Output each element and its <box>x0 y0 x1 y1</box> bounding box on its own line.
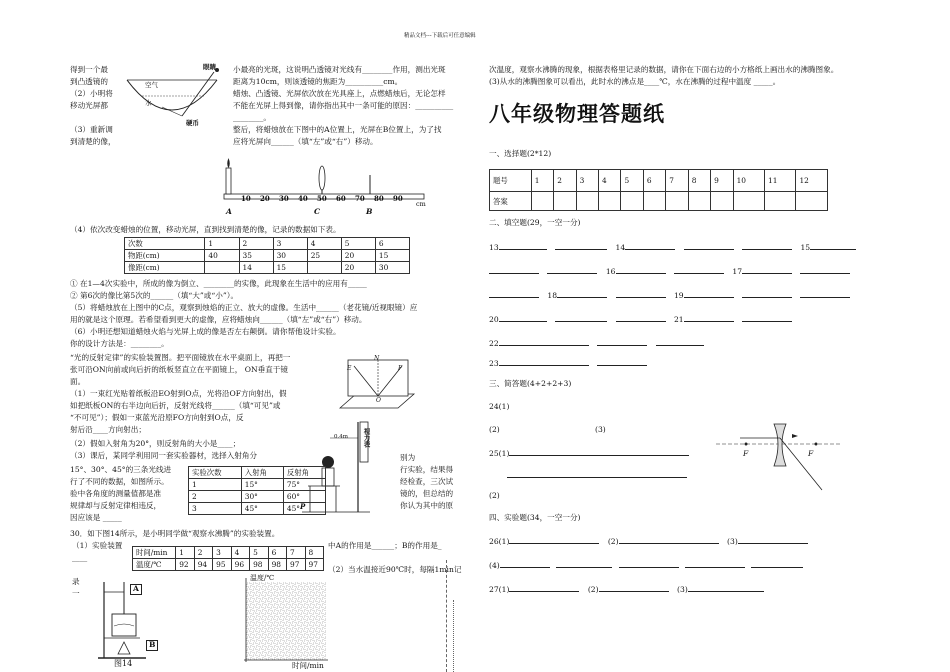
cell: 物距(cm) <box>125 250 205 262</box>
section-choice: 一、选择题(2*12) <box>489 149 552 158</box>
refl-label-F: F <box>398 365 403 372</box>
left-text-line: （3）重新调 <box>70 125 113 134</box>
q-number: 19 <box>673 291 684 300</box>
distance-label: 0.4m <box>334 434 348 440</box>
q-number: 21 <box>673 315 684 324</box>
cell: 15 <box>375 250 409 262</box>
cell <box>205 262 239 274</box>
blank[interactable] <box>555 314 607 322</box>
blank[interactable] <box>507 470 687 478</box>
right-top-line: 次温度，观察水沸腾的现象，根据表格里记录的数据，请你在下面右边的小方格纸上画出水的沸腾图象。 <box>489 65 839 74</box>
blank[interactable] <box>509 536 599 544</box>
blank[interactable] <box>800 290 850 298</box>
cell: 2 <box>554 170 576 192</box>
q24-3: (3) <box>595 425 606 434</box>
air-label: 空气 <box>145 81 158 89</box>
q27-row <box>489 584 764 595</box>
answer-cell[interactable] <box>554 192 576 211</box>
cell: 75° <box>283 479 325 491</box>
q4-intro: （4）依次改变蜡烛的位置，移动光屏，直到找到清楚的像，记录的数据如下表。 <box>70 225 341 234</box>
bench-tick: 20 <box>260 194 270 203</box>
bench-label-C: C <box>314 207 321 216</box>
refl-left-line: 验中各角度的测量值都是准 <box>70 489 162 498</box>
answer-cell[interactable] <box>643 192 665 211</box>
answer-cell[interactable] <box>576 192 598 211</box>
cell: 实验次数 <box>189 467 242 479</box>
refl-line: “光的反射定律”的实验装置图。把平面镜放在水平桌面上，再把一 <box>70 353 291 362</box>
cell: 7 <box>666 170 688 192</box>
cell: 5 <box>341 238 375 250</box>
cell: 7 <box>287 547 305 559</box>
left-text-line: 得到一个最 <box>70 65 108 74</box>
blank[interactable] <box>742 314 792 322</box>
right-top-line: (3)从水的沸腾图象可以看出，此时水的沸点是____℃，水在沸腾的过程中温度 _____。 <box>489 77 781 86</box>
blank[interactable] <box>810 242 856 250</box>
blank[interactable] <box>684 242 734 250</box>
cell: 答案 <box>490 192 532 211</box>
cell: 1 <box>205 238 239 250</box>
left-text-line: 到凸透镜的 <box>70 77 108 86</box>
cell: 30° <box>241 491 283 503</box>
blank[interactable] <box>656 338 704 346</box>
left-text-line: 整后，将蜡烛放在下图中的A位置上，光屏在B位置上，为了找 <box>233 125 442 134</box>
coin-label: 硬币 <box>186 119 199 127</box>
focus-label-left: F <box>743 449 749 458</box>
q30-mid: （2）当水温接近90℃时，每隔1min记 <box>328 565 462 574</box>
answer-cell[interactable] <box>666 192 688 211</box>
bench-label-B: B <box>366 207 373 216</box>
cell: 20 <box>341 262 375 274</box>
cell: 4 <box>231 547 249 559</box>
q-number: 15 <box>800 243 811 252</box>
cell: 4 <box>307 238 341 250</box>
q4-line: ① 在1—4次实验中，所成的像为倒立、________的实像，此现象在生活中的应用有_____ <box>70 279 367 288</box>
left-text-line: （2）小明将 <box>70 89 113 98</box>
q-number: 17 <box>732 267 743 276</box>
q4-line: 你的设计方法是：________。 <box>70 339 169 348</box>
q30-line: ____ <box>72 553 88 562</box>
q-number: (2) <box>607 537 619 546</box>
blank[interactable] <box>597 338 647 346</box>
q30-line: 一 <box>72 589 80 598</box>
cell: 97 <box>287 559 305 571</box>
cell: 2 <box>189 491 242 503</box>
refl-left-line: 15°、30°、45°的三条光线进 <box>70 465 172 474</box>
answer-cell[interactable] <box>733 192 764 211</box>
column-divider-dots <box>453 600 454 672</box>
section-short-answer: 三、简答题(4+2+2+3) <box>489 379 572 388</box>
refl-left-line: 行了不同的数据，如图所示。 <box>70 477 169 486</box>
blank[interactable] <box>616 314 666 322</box>
q-number: 20 <box>489 315 499 324</box>
cell: 温度/℃ <box>133 559 176 571</box>
cell: 8 <box>688 170 710 192</box>
cell: 3 <box>576 170 598 192</box>
answer-cell[interactable] <box>796 192 828 211</box>
blank[interactable] <box>742 290 792 298</box>
cell: 次数 <box>125 238 205 250</box>
cell: 4 <box>599 170 621 192</box>
page-header: 精品文档---下载后可任意编辑 <box>404 33 476 39</box>
q26-row-1 <box>489 536 808 547</box>
cell: 5 <box>621 170 643 192</box>
cell: 30 <box>273 250 307 262</box>
q30-mid: 中A的作用是______；B的作用是_ <box>328 541 442 550</box>
cell: 15 <box>273 262 307 274</box>
cell: 96 <box>231 559 249 571</box>
cell: 时间/min <box>133 547 176 559</box>
q4-line: （6）小明还想知道蜡烛火焰与光屏上成的像是否左右颠倒。请你帮他设计实验。 <box>70 327 341 336</box>
blank[interactable] <box>547 266 597 274</box>
q-number: (4) <box>489 561 500 570</box>
blank[interactable] <box>751 560 803 568</box>
blank[interactable] <box>489 266 539 274</box>
left-text-line: 不能在光屏上得到像，请你指出其中一条可能的原因：__________ <box>233 101 454 110</box>
fill-row-5 <box>489 338 704 349</box>
answer-sheet-title: 八年级物理答题纸 <box>489 102 665 126</box>
water-label: 水 <box>145 99 152 107</box>
cell: 6 <box>375 238 409 250</box>
blank[interactable] <box>616 290 666 298</box>
q-number: (3) <box>727 537 738 546</box>
blank[interactable] <box>599 584 669 592</box>
cell: 6 <box>643 170 665 192</box>
answer-cell[interactable] <box>688 192 710 211</box>
q-number: 26(1) <box>489 537 510 546</box>
q25-label: 25(1) <box>489 449 510 458</box>
refl-line: 张可沿ON向前或向后折的纸板竖直立在平面镜上， ON垂直于镜 <box>70 365 288 374</box>
refl-left-line: 因应该是 _____ <box>70 513 122 522</box>
cell: 14 <box>239 262 273 274</box>
cell: 97 <box>305 559 323 571</box>
answer-cell[interactable] <box>599 192 621 211</box>
cell: 94 <box>194 559 212 571</box>
cell: 15° <box>241 479 283 491</box>
cell <box>307 262 341 274</box>
focus-label-right: F <box>808 449 814 458</box>
blank[interactable] <box>499 358 589 366</box>
cell: 25 <box>307 250 341 262</box>
q-number: 14 <box>615 243 626 252</box>
cell: 3 <box>189 503 242 515</box>
bench-tick: 70 <box>355 194 365 203</box>
q-number: (3) <box>677 585 688 594</box>
answer-cell[interactable] <box>711 192 733 211</box>
refl-label-E: E <box>347 365 352 372</box>
q25-2: (2) <box>489 491 500 500</box>
q-number: 23 <box>489 359 499 368</box>
cell: 95 <box>213 559 231 571</box>
cell: 92 <box>176 559 194 571</box>
cell: 题号 <box>490 170 532 192</box>
answer-cell[interactable] <box>765 192 796 211</box>
refl-line: 如把纸板ON的右半边向后折，反射光线将______（填“可见”或 <box>70 401 281 410</box>
cell: 3 <box>213 547 231 559</box>
refl-right-line: 你认为其中的原 <box>400 501 454 510</box>
left-text-line: 小最亮的光斑，这说明凸透镜对光线有________作用，测出光斑 <box>233 65 446 74</box>
q-number: 13 <box>489 243 499 252</box>
q4-line: 用的就是这个原理。若希望看到更大的虚像，应将蜡烛向______（填“左”或“右”）移动。 <box>70 315 367 324</box>
blank[interactable] <box>625 242 675 250</box>
cell: 9 <box>711 170 733 192</box>
graph-x-label: 时间/min <box>292 661 324 670</box>
cell: 12 <box>796 170 828 192</box>
cell: 10 <box>733 170 764 192</box>
cell: 1 <box>176 547 194 559</box>
q-number: 18 <box>547 291 558 300</box>
cell: 98 <box>268 559 286 571</box>
fill-row-1 <box>489 242 856 253</box>
q4-line: ② 第6次的像比第5次的______（填“大”或“小”）。 <box>70 291 239 300</box>
bench-tick: 10 <box>241 194 251 203</box>
refl-line: 射后沿____方向射出； <box>70 425 146 434</box>
fill-row-4 <box>489 314 792 325</box>
plane-label-P: P <box>300 502 306 511</box>
cell: 3 <box>273 238 307 250</box>
bench-tick: 80 <box>374 194 384 203</box>
refl-line: （2）假如入射角为20°，则反射角的大小是____； <box>70 439 241 448</box>
bench-tick: 90 <box>393 194 403 203</box>
blank[interactable] <box>489 290 539 298</box>
blank[interactable] <box>684 290 734 298</box>
fill-row-2 <box>489 266 850 277</box>
choice-answer-table <box>489 169 828 211</box>
apparatus-label-A: A <box>130 584 142 595</box>
refl-right-line: 别为 <box>400 453 416 462</box>
blank[interactable] <box>688 584 764 592</box>
bench-tick: 30 <box>279 194 289 203</box>
eye-label: 眼睛 <box>203 63 216 71</box>
blank[interactable] <box>742 242 792 250</box>
cell: 2 <box>239 238 273 250</box>
cell: 6 <box>268 547 286 559</box>
bench-label-A: A <box>226 207 232 216</box>
blank[interactable] <box>738 536 808 544</box>
cell: 30 <box>375 262 409 274</box>
refraction-figure <box>122 62 222 132</box>
blank[interactable] <box>500 560 550 568</box>
answer-cell[interactable] <box>531 192 553 211</box>
q-number: 22 <box>489 339 499 348</box>
cell: 1 <box>531 170 553 192</box>
cell: 35 <box>239 250 273 262</box>
cell: 11 <box>765 170 796 192</box>
cell: 40 <box>205 250 239 262</box>
left-text-line: 蜡烛、凸透镜、光屏依次放在光具座上，点燃蜡烛后，无论怎样 <box>233 89 446 98</box>
q4-line: （5）将蜡烛放在上图中的C点，观察到烛焰的正立、放大的虚像。生活中______（老花镜/近视眼镜）应 <box>70 303 418 312</box>
refl-label-N: N <box>374 355 380 362</box>
column-divider <box>446 560 447 672</box>
boiling-data-table <box>132 546 324 571</box>
fill-row-6 <box>489 358 647 369</box>
blank[interactable] <box>619 536 719 544</box>
q-number: (2) <box>587 585 599 594</box>
blank[interactable] <box>509 584 579 592</box>
blank[interactable] <box>742 266 792 274</box>
cell: 45° <box>241 503 283 515</box>
cell: 入射角 <box>241 467 283 479</box>
answer-cell[interactable] <box>621 192 643 211</box>
lens-data-table <box>124 237 410 274</box>
q-number: 27(1) <box>489 585 510 594</box>
refl-label-O: O <box>376 397 381 404</box>
reflection-angle-table <box>188 466 326 515</box>
refl-line: （1）一束红光贴着纸板沿EO射到O点，光将沿OF方向射出，假 <box>70 389 287 398</box>
left-text-line: ________。 <box>233 113 271 122</box>
blank[interactable] <box>555 242 607 250</box>
q26-row-2 <box>489 560 803 571</box>
cell: 60° <box>283 491 325 503</box>
blank[interactable] <box>685 560 745 568</box>
bench-tick: 50 <box>317 194 327 203</box>
blank[interactable] <box>509 448 689 456</box>
cell: 2 <box>194 547 212 559</box>
blank[interactable] <box>619 560 679 568</box>
q24-2: (2) <box>489 425 500 434</box>
cell: 8 <box>305 547 323 559</box>
refl-line: 面。 <box>70 377 86 386</box>
refl-right-line: 经检查，三次试 <box>400 477 454 486</box>
section-experiment: 四、实验题(34，一空一分) <box>489 513 581 522</box>
q25-1 <box>489 448 689 459</box>
blank[interactable] <box>499 338 589 346</box>
cell: 像距(cm) <box>125 262 205 274</box>
left-text-line: 移动光屏都 <box>70 101 108 110</box>
blank[interactable] <box>616 266 666 274</box>
blank[interactable] <box>674 266 724 274</box>
q30-line: 录 <box>72 577 80 586</box>
apparatus-label-B: B <box>146 640 158 651</box>
q-number: 16 <box>605 267 616 276</box>
blank[interactable] <box>499 242 547 250</box>
cell: 反射角 <box>283 467 325 479</box>
q25-blank-2 <box>507 470 687 481</box>
graph-y-label: 温度/℃ <box>250 574 275 582</box>
bench-unit: cm <box>416 200 426 208</box>
cell: 1 <box>189 479 242 491</box>
graph-paper <box>240 576 330 664</box>
left-text-line: 到清楚的像， <box>70 137 116 146</box>
refl-line: “不可见”）；假如一束蓝光沿原FO方向射到O点，反 <box>70 413 244 422</box>
refl-line: （3）课后，某同学利用同一套实验器材，选择入射角分 <box>70 451 258 460</box>
cell: 45° <box>283 503 325 515</box>
cell: 98 <box>250 559 268 571</box>
blank[interactable] <box>597 358 647 366</box>
refl-left-line: 规律却与反射定律相违反， <box>70 501 162 510</box>
blank[interactable] <box>556 560 612 568</box>
blank[interactable] <box>499 314 547 322</box>
q30-line: （1）实验装置 <box>72 541 123 550</box>
blank[interactable] <box>557 290 607 298</box>
bench-tick: 40 <box>298 194 308 203</box>
optical-bench-figure <box>218 150 438 220</box>
vision-chart-label: 视力表 <box>362 428 371 448</box>
blank[interactable] <box>684 314 734 322</box>
q24-1: 24(1) <box>489 402 510 411</box>
section-fill: 二、填空题(29，一空一分) <box>489 218 581 227</box>
cell: 5 <box>250 547 268 559</box>
refl-right-line: 镜的，但总结的 <box>400 489 454 498</box>
figure-14-label: 图14 <box>114 659 133 668</box>
left-text-line: 应将光屏向______（填“左”或“右”）移动。 <box>233 137 378 146</box>
left-text-line: 距离为10cm，则该透镜的焦距为__________cm。 <box>233 77 403 86</box>
concave-lens-figure <box>712 420 844 492</box>
refl-right-line: 行实验，结果得 <box>400 465 454 474</box>
blank[interactable] <box>800 266 850 274</box>
q30-intro: 30．如下图14所示，是小明同学做“观察水沸腾”的实验装置。 <box>70 529 280 538</box>
bench-tick: 60 <box>336 194 346 203</box>
cell: 20 <box>341 250 375 262</box>
fill-row-3 <box>489 290 850 301</box>
